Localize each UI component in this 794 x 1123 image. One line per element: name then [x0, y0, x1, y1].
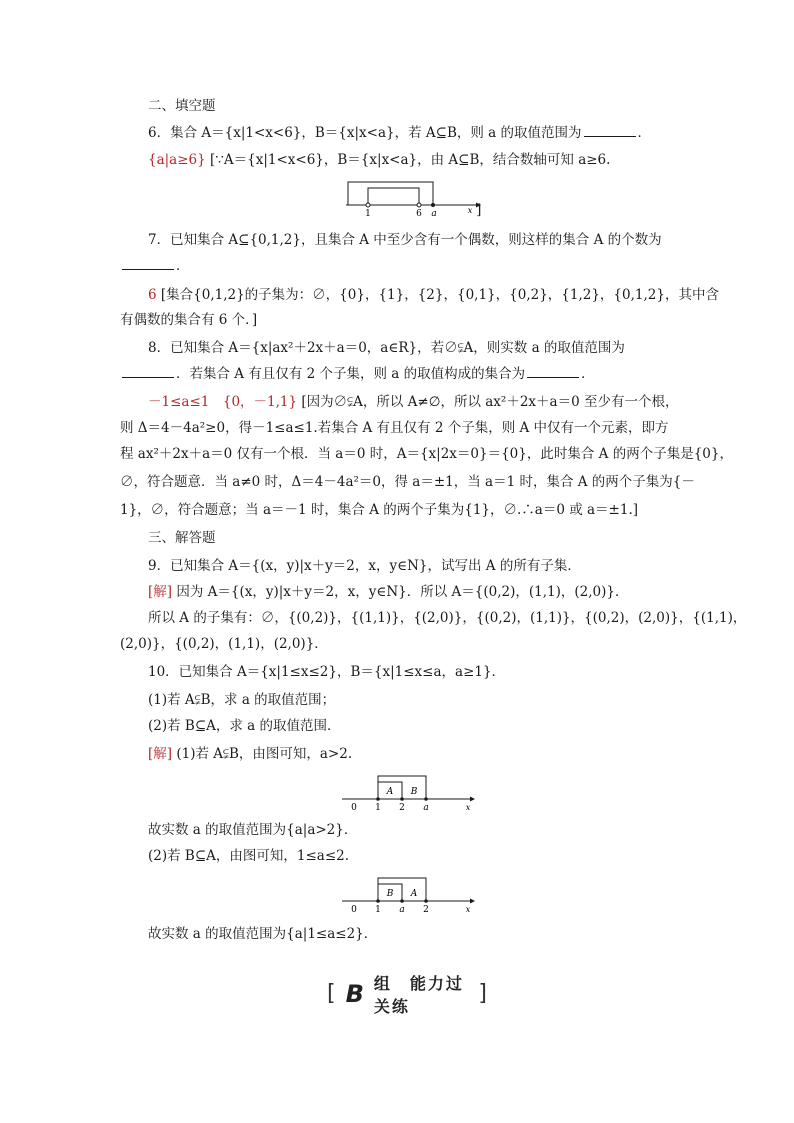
question-6-period: ．: [637, 125, 652, 141]
explanation-closing-bracket: ]: [476, 202, 482, 218]
group-b-banner: [327, 974, 487, 1016]
label-B: B: [410, 787, 418, 797]
point-a: [400, 899, 404, 903]
answer-7-result: 6: [148, 287, 157, 303]
answer-7-explanation-cont: 有偶数的集合有 6 个．]: [120, 312, 258, 328]
answer-6: [148, 150, 680, 170]
question-9: 9．已知集合 A＝{(x，y)|x＋y＝2，x，y∈N}，试写出 A 的所有子集．: [148, 558, 581, 574]
answer-blank: [527, 363, 579, 378]
banner-left-bracket: [: [327, 981, 336, 1006]
axis-label-x: x: [465, 905, 471, 914]
tick-label-1: 1: [375, 905, 381, 915]
answer-7-explanation: [集合{0,1,2}的子集为：∅，{0}，{1}，{2}，{0,1}，{0,2}，{1,2}，{0,1,2}，其中含: [160, 287, 719, 303]
answer-7: [148, 285, 719, 305]
question-7-blank-line: [120, 255, 680, 275]
question-8: 8．已知集合 A＝{x|ax²＋2x＋a＝0，a∈R}，若∅⫋A，则实数 a 的取值范围为: [148, 340, 625, 356]
label-A: A: [410, 889, 418, 899]
number-line-figure-1: [340, 176, 490, 218]
answer-8: [148, 392, 680, 412]
open-point-6: [417, 203, 421, 207]
solution-10-part-2: (2)若 B⊆A，由图可知，1≤a≤2.: [148, 848, 350, 864]
tick-label-0: 0: [351, 803, 357, 813]
question-7: 7．已知集合 A⊆{0,1,2}，且集合 A 中至少含有一个偶数，则这样的集合 A 的个数为: [148, 232, 662, 248]
answer-blank: [122, 363, 174, 378]
tick-label-0: 0: [351, 905, 357, 915]
label-A: A: [386, 787, 394, 797]
answer-8-line-4: ∅，符合题意．当 a≠0 时，Δ＝4－4a²＝0，得 a＝±1，当 a＝1 时，集合 A 的两个子集为{－: [120, 474, 695, 490]
tick-label-2: 2: [399, 803, 405, 813]
answer-6-result: {a|a≥6}: [148, 152, 206, 168]
solution-9-subsets-cont: (2,0)}，{(0,2)，(1,1)，(2,0)}．: [120, 636, 328, 652]
axis-label-x: x: [467, 206, 473, 215]
answer-8-line-5: 1}，∅，符合题意；当 a＝－1 时，集合 A 的两个子集为{1}，∅.∴a＝0 或 a＝±1.]: [120, 502, 639, 518]
answer-8-explanation: [因为∅⫋A，所以 A≠∅，所以 ax²＋2x＋a＝0 至少有一个根，: [301, 394, 679, 410]
solution-10-part-1-result: 故实数 a 的取值范围为{a|a>2}．: [148, 822, 358, 838]
solution-10-part-1-text: (1)若 A⫋B，由图可知，a>2.: [176, 746, 353, 762]
question-6-text: 6．集合 A＝{x|1<x<6}，B＝{x|x<a}，若 A⊆B，则 a 的取值范围为: [148, 125, 582, 141]
answer-8-line-3: 程 ax²＋2x＋a＝0 仅有一个根．当 a＝0 时，A＝{x|2x＝0}＝{0}，此时集合 A 的两个子集是{0}，: [120, 446, 733, 462]
banner-right-bracket: ]: [478, 981, 487, 1006]
group-b-mark: B: [345, 980, 364, 1008]
interval-B-box: [348, 182, 433, 205]
question-8-cont: [120, 363, 680, 383]
tick-label-1: 1: [375, 803, 381, 813]
number-line-figure-3: [338, 874, 478, 916]
solution-label: [解]: [148, 746, 173, 762]
answer-6-explanation: [∵A＝{x|1<x<6}，B＝{x|x<a}，由 A⊆B，结合数轴可知 a≥6.: [210, 152, 611, 168]
solution-10-part-1: [148, 744, 680, 764]
point-a: [431, 203, 435, 207]
point-1: [376, 797, 380, 801]
tick-label-2: 2: [423, 905, 429, 915]
tick-label-1: 1: [365, 209, 371, 218]
interval-A-box: [368, 188, 419, 205]
section-heading-answer-questions: 三、解答题: [148, 530, 216, 546]
label-B: B: [386, 889, 394, 899]
answer-blank: [122, 255, 174, 270]
answer-8-line-2: 则 Δ＝4－4a²≥0，得－1≤a≤1.若集合 A 有且仅有 2 个子集，则 A 中仅有一个元素，即方: [120, 420, 669, 436]
question-8-period: ．: [581, 366, 595, 382]
question-10-part-1: (1)若 A⫋B，求 a 的取值范围；: [148, 692, 336, 708]
tick-label-6: 6: [416, 209, 422, 218]
axis-label-x: x: [465, 803, 471, 812]
solution-label: [解]: [148, 584, 173, 600]
solution-10-part-2-result: 故实数 a 的取值范围为{a|1≤a≤2}．: [148, 926, 378, 942]
number-line-figure-2: [338, 772, 478, 814]
question-6: [148, 122, 680, 142]
point-a: [424, 797, 428, 801]
solution-9: [148, 582, 680, 602]
axis-arrow: [470, 899, 475, 904]
solution-9-subsets: 所以 A 的子集有：∅，{(0,2)}，{(1,1)}，{(2,0)}，{(0,2)，(1,1)}，{(0,2)，(2,0)}，{(1,1)，: [148, 610, 747, 626]
question-7-period: ．: [176, 258, 190, 274]
answer-blank: [584, 122, 636, 137]
tick-label-a: a: [399, 905, 405, 915]
tick-label-a: a: [431, 209, 437, 218]
tick-label-a: a: [423, 803, 429, 813]
question-8-text-cont: ．若集合 A 有且仅有 2 个子集，则 a 的取值构成的集合为: [176, 366, 526, 382]
point-1: [376, 899, 380, 903]
section-heading-fill-blank: 二、填空题: [148, 98, 216, 114]
question-10: 10．已知集合 A＝{x|1≤x≤2}，B＝{x|1≤x≤a，a≥1}．: [148, 664, 506, 680]
answer-8-result: －1≤a≤1 {0，－1,1}: [148, 394, 298, 410]
question-10-part-2: (2)若 B⊆A，求 a 的取值范围．: [148, 718, 341, 734]
banner-title: 组 能力过关练: [373, 974, 464, 1016]
open-point-1: [366, 203, 370, 207]
point-2: [400, 797, 404, 801]
axis-arrow: [470, 797, 475, 802]
solution-9-text: 因为 A＝{(x，y)|x＋y＝2，x，y∈N}．所以 A＝{(0,2)，(1,1)，(2,0)}．: [176, 584, 629, 600]
point-2: [424, 899, 428, 903]
